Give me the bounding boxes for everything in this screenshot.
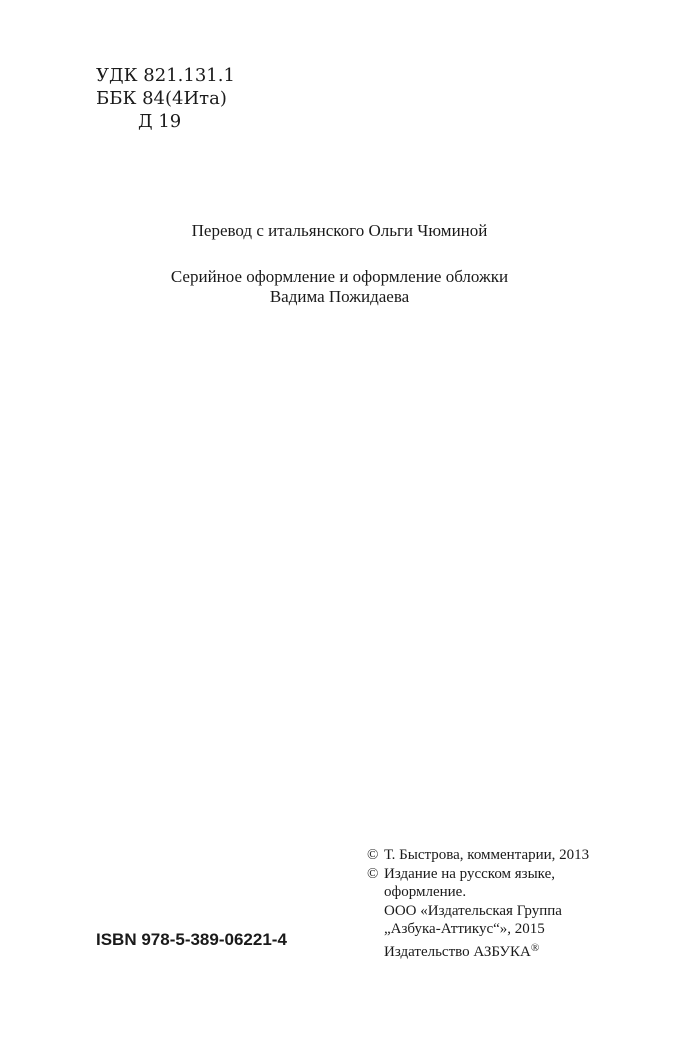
copyright-symbol: © [367, 847, 379, 863]
copyright-publisher-line [384, 939, 562, 962]
design-credit-line-2: Вадима Пожидаева [269, 287, 410, 306]
registered-trademark-symbol: ® [530, 941, 540, 954]
translation-credit-text: Перевод с итальянского Ольги Чюминой [191, 221, 488, 240]
copyright-edition-line: оформление. [384, 884, 467, 900]
copyright-entry-commentary [367, 846, 589, 865]
author-mark: Д 19 [138, 111, 182, 132]
copyright-edition-line: „Азбука-Аттикус“», 2015 [384, 921, 545, 937]
publisher-name: Издательство АЗБУКА [384, 943, 531, 960]
design-credit [0, 267, 679, 307]
copyright-symbol: © [367, 865, 379, 882]
classification-codes [96, 64, 235, 133]
copyright-edition-text [384, 865, 562, 962]
translation-credit [0, 221, 679, 241]
udk-code: УДК 821.131.1 [96, 65, 235, 86]
copyright-edition-line: ООО «Издательская Группа [384, 902, 562, 919]
isbn-number: ISBN 978-5-389-06221-4 [96, 930, 287, 949]
copyright-block [367, 846, 589, 961]
bbk-code: ББК 84(4Ита) [96, 88, 227, 109]
copyright-commentary-text: Т. Быстрова, комментарии, 2013 [384, 847, 590, 863]
copyright-entry-edition [367, 865, 589, 962]
design-credit-line-1: Серийное оформление и оформление обложки [170, 267, 509, 286]
copyright-edition-line: Издание на русском языке, [384, 865, 555, 882]
